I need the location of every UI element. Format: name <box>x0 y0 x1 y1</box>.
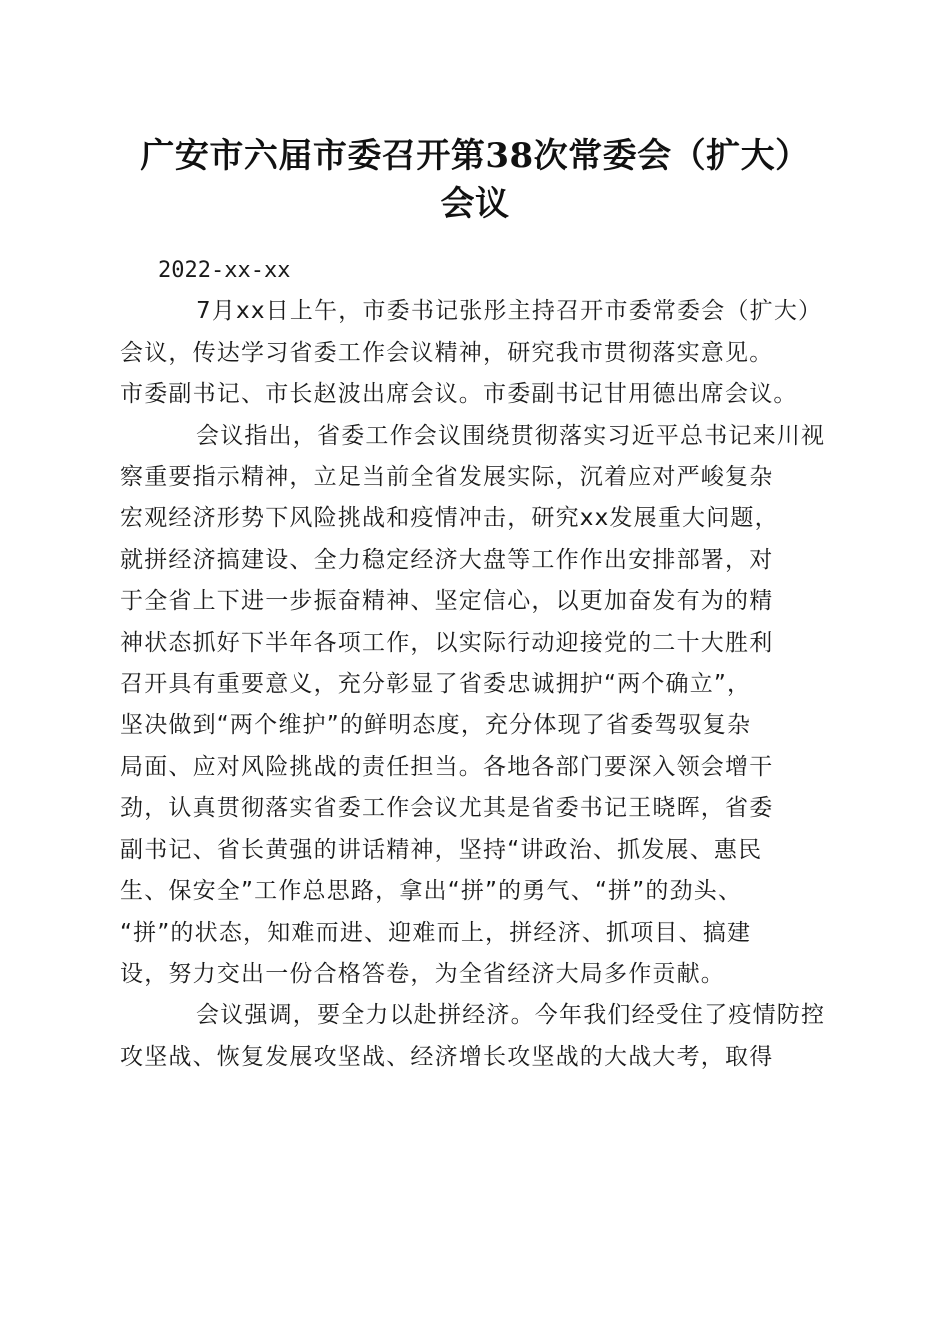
paragraph-line: 会议强调，要全力以赴拼经济。今年我们经受住了疫情防控 <box>196 1002 826 1029</box>
paragraph-line: 坚决做到“两个维护”的鲜明态度，充分体现了省委驾驭复杂 <box>120 712 752 739</box>
paragraph-line: 召开具有重要意义，充分彰显了省委忠诚拥护“两个确立”， <box>120 671 752 698</box>
paragraph-line: 就拼经济搞建设、全力稳定经济大盘等工作作出安排部署，对 <box>120 546 774 573</box>
paragraph-line: “拼”的状态，知难而进、迎难而上，拼经济、抓项目、搞建 <box>120 919 752 946</box>
title-line-1: 广安市六届市委召开第38次常委会（扩大） <box>140 136 810 176</box>
document-body <box>120 250 836 1078</box>
paragraph-line: 于全省上下进一步振奋精神、坚定信心，以更加奋发有为的精 <box>120 588 774 615</box>
paragraph-2 <box>120 416 836 996</box>
paragraph-line: 副书记、省长黄强的讲话精神，坚持“讲政治、抓发展、惠民 <box>120 836 763 863</box>
paragraph-line: 局面、应对风险挑战的责任担当。各地各部门要深入领会增干 <box>120 753 774 780</box>
paragraph-line: 宏观经济形势下风险挑战和疫情冲击，研究xx发展重大问题， <box>120 505 779 532</box>
paragraph-line: 7月xx日上午，市委书记张彤主持召开市委常委会（扩大） <box>196 298 823 325</box>
paragraph-line: 生、保安全”工作总思路，拿出“拼”的勇气、“拼”的劲头、 <box>120 878 743 905</box>
paragraph-line: 会议指出，省委工作会议围绕贯彻落实习近平总书记来川视 <box>196 422 826 449</box>
paragraph-3 <box>120 995 836 1078</box>
paragraph-line: 设，努力交出一份合格答卷，为全省经济大局多作贡献。 <box>120 960 725 987</box>
paragraph-line: 劲，认真贯彻落实省委工作会议尤其是省委书记王晓晖，省委 <box>120 795 774 822</box>
paragraph-line: 察重要指示精神，立足当前全省发展实际，沉着应对严峻复杂 <box>120 464 774 491</box>
title-line-2: 会议 <box>440 184 510 224</box>
paragraph-line: 神状态抓好下半年各项工作，以实际行动迎接党的二十大胜利 <box>120 629 774 656</box>
page-title <box>100 132 850 228</box>
paragraph-1 <box>120 291 836 415</box>
paragraph-line: 市委副书记、市长赵波出席会议。市委副书记甘用德出席会议。 <box>120 381 798 408</box>
document-date: 2022-xx-xx <box>158 258 291 283</box>
paragraph-line: 攻坚战、恢复发展攻坚战、经济增长攻坚战的大战大考，取得 <box>120 1043 774 1070</box>
paragraph-line: 会议，传达学习省委工作会议精神，研究我市贯彻落实意见。 <box>120 339 774 366</box>
